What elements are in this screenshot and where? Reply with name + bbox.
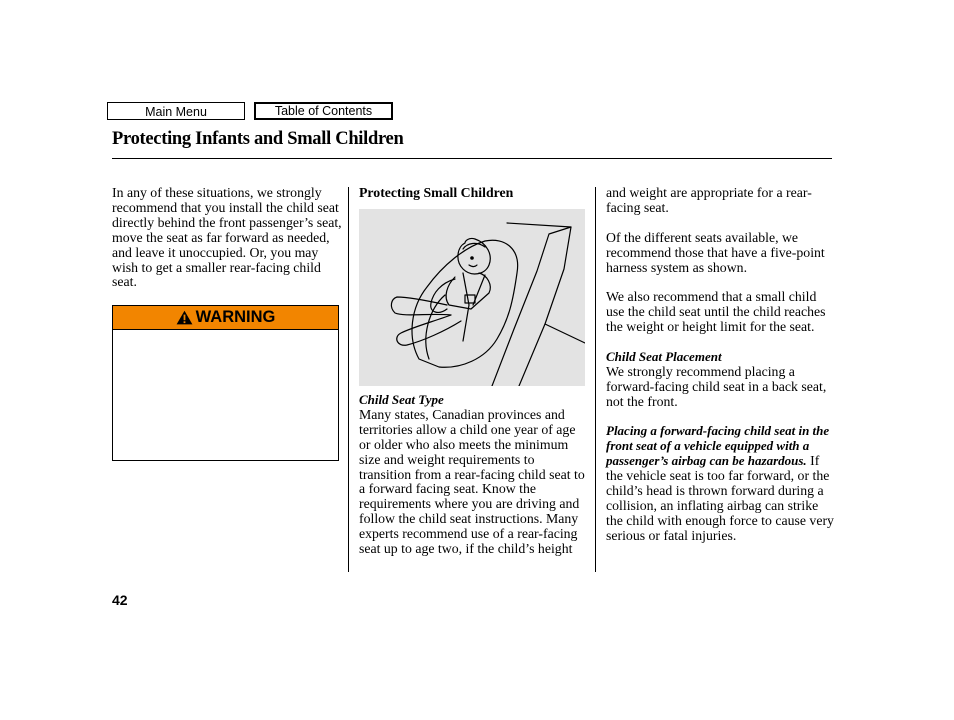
- intro-paragraph: In any of these situations, we strongly recommend that you install the child seat directly behind the front passenger’s seat, move the seat as far forward as needed, and leave it unoccupied. Or, you may wish to get a smaller rear-facing child seat.: [112, 185, 342, 290]
- table-of-contents-button[interactable]: Table of Contents: [254, 102, 393, 120]
- section-heading: Protecting Small Children: [359, 185, 514, 200]
- column-left: [112, 186, 342, 290]
- title-divider: [112, 158, 832, 159]
- hazard-warning-text: Placing a forward-facing child seat in the front seat of a vehicle equipped with a passenger’s airbag can be hazardous.: [606, 423, 830, 469]
- page-title: Protecting Infants and Small Children: [112, 129, 404, 149]
- child-seat-illustration: [359, 209, 585, 386]
- paragraph-1: and weight are appropriate for a rear-facing seat.: [606, 185, 812, 215]
- column-divider: [595, 187, 596, 572]
- child-seat-type-section: [359, 393, 587, 557]
- child-seat-type-heading: Child Seat Type: [359, 392, 444, 407]
- paragraph-3: We also recommend that a small child use the child seat until the child reaches the weight or height limit for the seat.: [606, 289, 826, 335]
- child-seat-type-body: Many states, Canadian provinces and territories allow a child one year of age or older who also meets the minimum size and weight requirements to transition from a rear-facing child seat to a forward facing seat. Know the requirements where you are driving and follow the child seat instructions. Many experts recommend use of a rear-facing seat up to age two, if the child’s height: [359, 406, 585, 557]
- warning-header: [113, 306, 338, 330]
- column-divider: [348, 187, 349, 572]
- placement-heading: Child Seat Placement: [606, 348, 722, 364]
- page-number: 42: [112, 592, 128, 608]
- hazard-body-text: If the vehicle seat is too far forward, or the child’s head is thrown forward during a collision, an inflating airbag can strike the child with enough force to cause very serious or fatal injuries.: [606, 453, 834, 543]
- hazard-paragraph: [606, 424, 836, 543]
- warning-box: [112, 305, 339, 461]
- main-menu-button[interactable]: Main Menu: [107, 102, 245, 120]
- placement-body: We strongly recommend placing a forward-facing child seat in a back seat, not the front.: [606, 363, 827, 409]
- paragraph-2: Of the different seats available, we recommend those that have a five-point harness system as shown.: [606, 229, 825, 275]
- warning-label: WARNING: [195, 308, 276, 326]
- warning-triangle-icon: [176, 310, 193, 325]
- column-middle: [359, 186, 587, 201]
- column-right: [606, 186, 836, 544]
